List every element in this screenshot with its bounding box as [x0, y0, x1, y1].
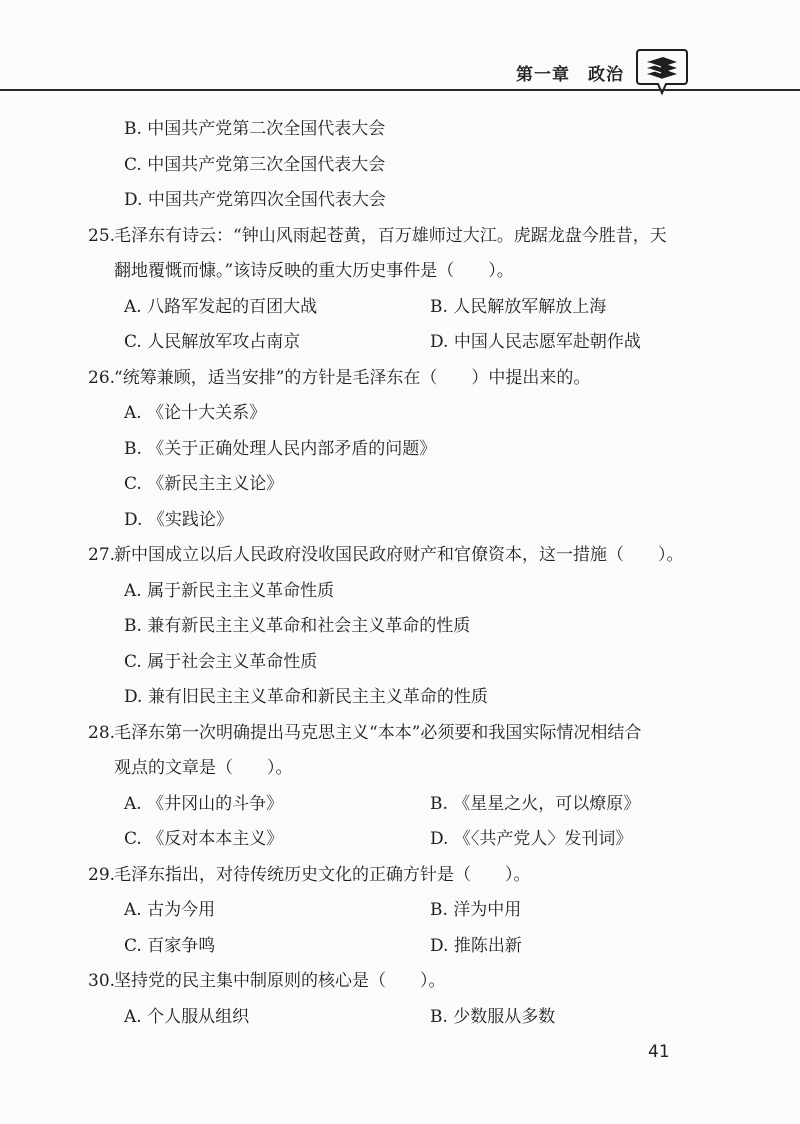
- q29-text-line1: 毛泽东指出，对待传统历史文化的正确方针是（ ）。: [114, 864, 531, 885]
- q30-options-row1: [0, 1000, 800, 1036]
- q25-option-b: B. 人民解放军解放上海: [430, 296, 607, 317]
- q30-number: 30.: [88, 971, 116, 991]
- q27-option-b: B. 兼有新民主主义革命和社会主义革命的性质: [124, 616, 471, 636]
- chapter-title: 第一章 政治: [516, 65, 624, 85]
- q26-text-line1: “统筹兼顾，适当安排”的方针是毛泽东在（ ）中提出来的。: [114, 367, 591, 388]
- q29-number: 29.: [88, 864, 116, 885]
- q27-option-c: C. 属于社会主义革命性质: [124, 651, 318, 672]
- q29-options-row2: [0, 929, 800, 965]
- q28-options-row1: [0, 787, 800, 823]
- q26-option-d: D. 《实践论》: [124, 509, 233, 530]
- q28-option-b: B. 《星星之火，可以燎原》: [430, 793, 641, 814]
- q24-option-c: C. 中国共产党第三次全国代表大会: [124, 154, 386, 175]
- q25-option-d: D. 中国人民志愿军赴朝作战: [430, 332, 641, 352]
- q27-stem: [0, 538, 800, 574]
- q26-number: 26.: [88, 367, 116, 388]
- q28-text-line2: 观点的文章是（ ）。: [114, 758, 293, 778]
- q30-stem: [0, 964, 800, 1000]
- q24-option-b: B. 中国共产党第二次全国代表大会: [124, 119, 386, 139]
- q25-text-line1: 毛泽东有诗云：“钟山风雨起苍黄，百万雄师过大江。虎踞龙盘今胜昔，天: [114, 225, 667, 246]
- q29-options-row1: [0, 893, 800, 929]
- q25-option-c: C. 人民解放军攻占南京: [124, 332, 301, 352]
- q29-stem: [0, 858, 800, 894]
- q30-option-a: A. 个人服从组织: [124, 1006, 250, 1027]
- q29-option-d: D. 推陈出新: [430, 935, 522, 956]
- q25-stem: [0, 219, 800, 255]
- q28-option-d: D. 《〈共产党人〉发刊词》: [430, 829, 633, 849]
- q28-options-row2: [0, 822, 800, 858]
- q25-number: 25.: [88, 225, 116, 246]
- q30-option-b: B. 少数服从多数: [430, 1006, 556, 1027]
- q25-text-line2: 翻地覆慨而慷。”该诗反映的重大历史事件是（ ）。: [114, 261, 514, 281]
- q25-options-row1: [0, 290, 800, 326]
- q30-text-line1: 坚持党的民主集中制原则的核心是（ ）。: [114, 971, 446, 991]
- q28-option-a: A. 《井冈山的斗争》: [124, 793, 284, 814]
- q26-option-a: A. 《论十大关系》: [124, 403, 267, 423]
- q26-option-c: C. 《新民主主义论》: [124, 474, 284, 494]
- q28-text-line1: 毛泽东第一次明确提出马克思主义“本本”必须要和我国实际情况相结合: [114, 722, 642, 743]
- q26-stem: [0, 361, 800, 397]
- page-header: [0, 0, 800, 100]
- q28-option-c: C. 《反对本本主义》: [124, 829, 284, 849]
- q27-number: 27.: [88, 545, 116, 565]
- q29-option-a: A. 古为今用: [124, 900, 216, 920]
- q28-stem: [0, 716, 800, 752]
- q25-option-a: A. 八路军发起的百团大战: [124, 296, 318, 317]
- header-rule: [0, 89, 800, 91]
- page-number: 41: [648, 1042, 670, 1062]
- q24-option-d: D. 中国共产党第四次全国代表大会: [124, 190, 386, 210]
- q25-options-row2: [0, 325, 800, 361]
- q26-option-b: B. 《关于正确处理人民内部矛盾的问题》: [124, 438, 437, 459]
- question-list: [0, 112, 800, 1035]
- q29-option-b: B. 洋为中用: [430, 900, 522, 920]
- q29-option-c: C. 百家争鸣: [124, 935, 216, 956]
- q27-option-d: D. 兼有旧民主主义革命和新民主主义革命的性质: [124, 687, 488, 707]
- q28-number: 28.: [88, 722, 116, 743]
- q27-option-a: A. 属于新民主主义革命性质: [124, 580, 335, 601]
- q27-text-line1: 新中国成立以后人民政府没收国民政府财产和官僚资本，这一措施（ ）。: [114, 545, 684, 565]
